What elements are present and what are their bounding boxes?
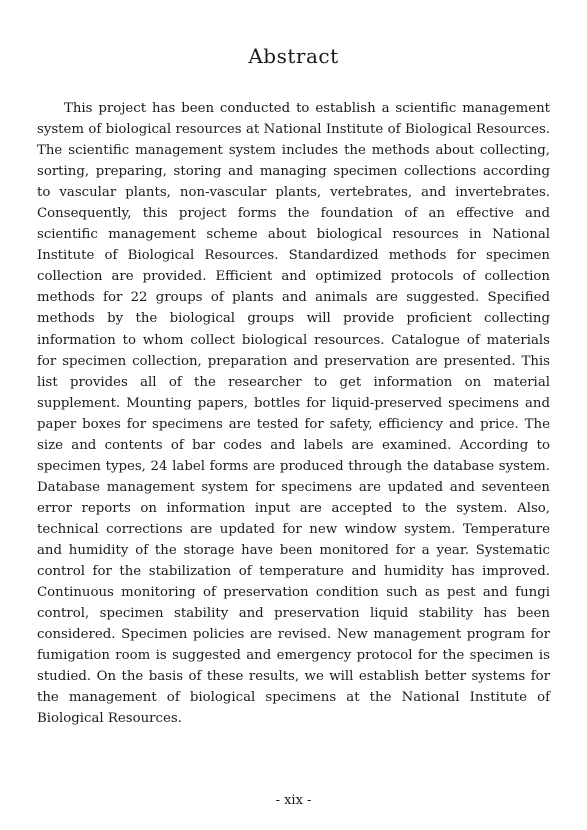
page-title: Abstract: [248, 44, 339, 68]
abstract-paragraph: This project has been conducted to establish a scientific management system of biological resources at National Institute of Biological Resources. The scientific management system includes the methods about collecting, sorting, preparing, storing and managing specimen collections according to vascular plants, non-vascular plants, vertebrates, and invertebrates. Consequently, this project forms the foundation of an effective and scientific management scheme about biological resources in National Institute of Biological Resources. Standardized methods for specimen collection are provided. Efficient and optimized protocols of collection methods for 22 groups of plants and animals are suggested. Specified methods by the biological groups will provide proficient collecting information to whom collect biological resources. Catalogue of materials for specimen collection, preparation and preservation are presented. This list provides all of the researcher to get information on material supplement. Mounting papers, bottles for liquid-preserved specimens and paper boxes for specimens are tested for safety, efficiency and price. The size and contents of bar codes and labels are examined. According to specimen types, 24 label forms are produced through the database system. Database management system for specimens are updated and seventeen error reports on information input are accepted to the system. Also, technical corrections are updated for new window system. Temperature and humidity of the storage have been monitored for a year. Systematic control for the stabilization of temperature and humidity has improved. Continuous monitoring of preservation condition such as pest and fungi control, specimen stability and preservation liquid stability has been considered. Specimen policies are revised. New management program for fumigation room is suggested and emergency protocol for the specimen is studied. On the basis of these results, we will establish better systems for the management of biological specimens at the National Institute of Biological Resources.: [37, 101, 550, 727]
page-number: - xix -: [275, 793, 312, 808]
